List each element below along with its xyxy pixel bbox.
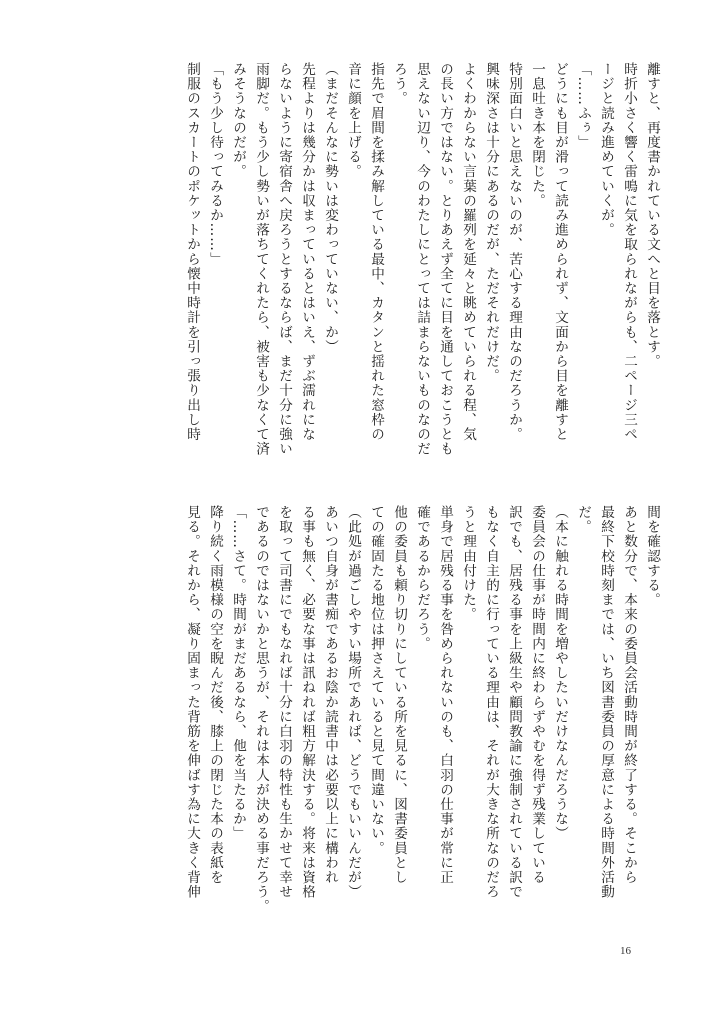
text-line: 音に顔を上げる。 <box>345 62 361 179</box>
text-line: ージと読み進めていくが。 <box>598 62 614 238</box>
text-line: 見る。それから、凝り固まった背筋を伸ばす為に大きく背伸 <box>184 505 200 900</box>
upper-text-block <box>121 62 663 482</box>
text-line: であるのではないかと思うが、それは本人が決める事だろう。 <box>253 505 269 914</box>
text-line: あいつ自身が書痴であるお陰か読書中は必要以上に構われ <box>322 505 338 885</box>
text-line: もなく自主的に行っている理由は、それが大きな所なのだろ <box>483 505 499 900</box>
text-line: ての確固たる地位は押さえていると見て間違いない。 <box>368 505 384 856</box>
text-line: 最終下校時刻までは、いち図書委員の厚意による時間外活動 <box>598 505 614 900</box>
text-line: みそうなのだが。 <box>230 62 246 179</box>
text-line: 委員会の仕事が時間内に終わらずやむを得ず残業している <box>529 505 545 885</box>
text-line: を取って司書にでもなれば十分に白羽の特性も生かせて幸せ <box>276 505 292 900</box>
lower-text-block <box>121 505 663 945</box>
text-line: 一息吐き本を閉じた。 <box>529 62 545 208</box>
text-line: だ。 <box>575 505 591 535</box>
text-line: ろう。 <box>391 62 407 106</box>
text-line: 時折小さく響く雷鳴に気を取られながらも、二ページ三ペ <box>621 62 637 442</box>
text-line: 単身で居残る事を咎められないのも、白羽の仕事が常に正 <box>437 505 453 885</box>
text-line: 離すと、再度書かれている文へと目を落とす。 <box>644 62 660 369</box>
text-line: （本に触れる時間を増やしたいだけなんだろうな） <box>552 505 568 841</box>
text-line: 特別面白いと思えないのが、苦心する理由なのだろうか。 <box>506 62 522 442</box>
text-line: あと数分で、本来の委員会活動時間が終了する。そこから <box>621 505 637 885</box>
text-line: る事も無く、必要な事は訊ねれば粗方解決する。将来は資格 <box>299 505 315 900</box>
text-line: 雨脚だ。もう少し勢いが落ちてくれたら、被害も少なくて済 <box>253 62 269 457</box>
text-line: うと理由付けた。 <box>460 505 476 622</box>
text-line: 「もう少し待ってみるか……」 <box>207 62 223 267</box>
text-line: 「……さて。時間がまだあるなら、他を当たるか」 <box>230 505 246 841</box>
text-line: 先程よりは幾分かは収まっているとはいえ、ずぶ濡れにな <box>299 62 315 442</box>
text-line: 間を確認する。 <box>644 505 660 608</box>
text-line: 指先で眉間を揉み解している最中、カタンと揺れた窓枠の <box>368 62 384 442</box>
text-line: （此処が過ごしやすい場所であれば、どうでもいいんだが） <box>345 505 361 900</box>
page-number: 16 <box>620 945 631 957</box>
text-line: よくわからない言葉の羅列を延々と眺めていられる程、気 <box>460 62 476 442</box>
text-line: 興味深さは十分にあるのだが、ただそれだけだ。 <box>483 62 499 384</box>
text-line: 訳でも、居残る事を上級生や顧問教諭に強制されている訳で <box>506 505 522 900</box>
text-line: どうにも目が滑って読み進められず、文面から目を離すと <box>552 62 568 442</box>
text-line: 他の委員も頼り切りにしている所を見るに、図書委員とし <box>391 505 407 885</box>
text-line: （まだそんなに勢いは変わっていない、か） <box>322 62 338 354</box>
text-line: らないように寄宿舎へ戻ろうとするならば、まだ十分に強い <box>276 62 292 457</box>
text-line: 思えない辺り、今のわたしにとっては詰まらないものなのだ <box>414 62 430 457</box>
text-line: 「……ふぅ」 <box>575 62 591 150</box>
text-line: 降り続く雨模様の空を睨んだ後、膝上の閉じた本の表紙を <box>207 505 223 885</box>
text-line: 制服のスカートのポケットから懐中時計を引っ張り出し時 <box>184 62 200 442</box>
text-line: の長い方ではない。とりあえず全てに目を通しておこうとも <box>437 62 453 457</box>
text-line: 確であるからだろう。 <box>414 505 430 651</box>
